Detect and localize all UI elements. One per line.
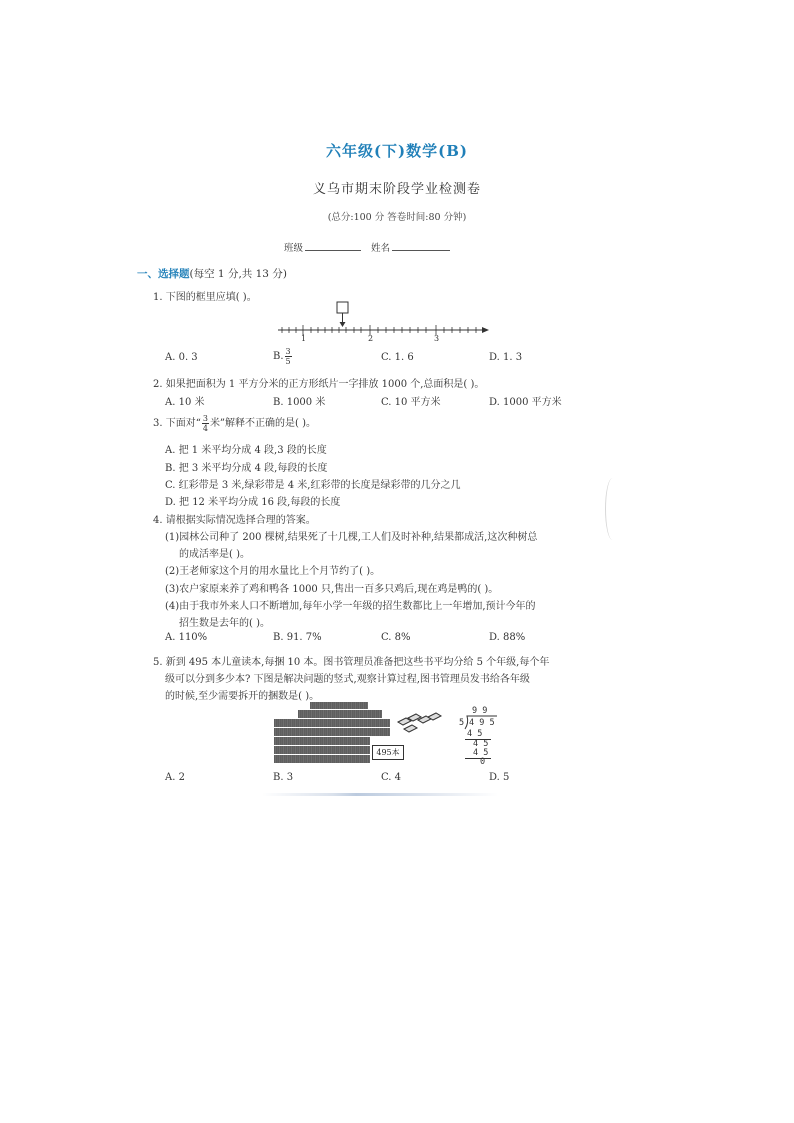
tick-label-2: 2 xyxy=(368,334,374,343)
name-blank xyxy=(392,241,450,251)
q4-option-d: D. 88% xyxy=(489,632,526,643)
book-row xyxy=(274,755,370,763)
q5-option-b: B. 3 xyxy=(273,772,294,783)
q5-line-3: 的时候,至少需要拆开的捆数是( )。 xyxy=(165,691,320,702)
q3-option-c: C. 红彩带是 3 米,绿彩带是 4 米,红彩带的长度是绿彩带的几分之几 xyxy=(165,480,461,491)
fraction-denominator: 5 xyxy=(285,357,291,366)
q1-option-b-fraction xyxy=(285,347,292,366)
q4-item-2: (2)王老师家这个月的用水量比上个月节约了( )。 xyxy=(165,566,381,577)
q3-option-b: B. 把 3 米平均分成 4 段,每段的长度 xyxy=(165,463,328,474)
fraction-denominator: 4 xyxy=(202,424,208,433)
division-quotient: 9 9 xyxy=(472,706,488,716)
q2-option-d: D. 1000 平方米 xyxy=(489,397,562,408)
fraction-numerator: 3 xyxy=(202,414,208,423)
name-label: 姓名 xyxy=(371,243,391,254)
q4-item-4-cont: 招生数是去年的( )。 xyxy=(179,618,270,629)
pointer-arrow xyxy=(340,322,346,327)
section-head: 一、选择题 xyxy=(137,268,190,280)
q1-option-b xyxy=(273,347,293,366)
class-field xyxy=(284,240,361,254)
q4-item-1: (1)园林公司种了 200 棵树,结果死了十几棵,工人们及时补种,结果都成活,这次种树总 xyxy=(165,532,538,543)
axis-arrow xyxy=(482,327,489,333)
q2-option-a: A. 10 米 xyxy=(165,397,205,408)
book-row xyxy=(274,719,390,727)
q3-stem-pre: 3. 下面对“ xyxy=(153,418,201,429)
division-step-1: 4 5 xyxy=(467,729,483,739)
class-blank xyxy=(305,241,361,251)
loose-books-icon xyxy=(396,712,446,734)
book-row xyxy=(310,702,368,709)
q5-line-2: 级可以分到多少本? 下图是解决问题的竖式,观察计算过程,图书管理员发书给各年级 xyxy=(165,674,530,685)
fraction-numerator: 3 xyxy=(285,347,291,356)
q2-stem: 2. 如果把面积为 1 平方分米的正方形纸片一字排放 1000 个,总面积是( )。 xyxy=(153,379,485,390)
division-step-2: 4 5 xyxy=(473,739,489,749)
q5-option-c: C. 4 xyxy=(381,772,402,783)
q1-stem: 1. 下图的框里应填( )。 xyxy=(153,292,257,303)
division-rule-2 xyxy=(465,758,491,759)
scan-edge-shadow xyxy=(262,793,498,796)
q4-option-b: B. 91. 7% xyxy=(273,632,322,643)
q3-option-d: D. 把 12 米平均分成 16 段,每段的长度 xyxy=(165,497,341,508)
q3-stem xyxy=(153,414,316,433)
q2-option-c: C. 10 平方米 xyxy=(381,397,441,408)
books-count-label: 495本 xyxy=(372,745,404,760)
q1-option-d: D. 1. 3 xyxy=(489,352,523,363)
q4-item-3: (3)农户家原来养了鸡和鸭各 1000 只,售出一百多只鸡后,现在鸡是鸭的( )。 xyxy=(165,584,499,595)
q4-item-4: (4)由于我市外来人口不断增加,每年小学一年级的招生数都比上一年增加,预计今年的 xyxy=(165,601,536,612)
book-row xyxy=(274,728,390,736)
class-label: 班级 xyxy=(284,243,304,254)
section-desc: (每空 1 分,共 13 分) xyxy=(189,268,287,280)
book-row xyxy=(274,746,370,754)
tick-label-1: 1 xyxy=(301,334,307,343)
q3-stem-post: 米”解释不正确的是( )。 xyxy=(209,418,317,429)
q2-option-b: B. 1000 米 xyxy=(273,397,326,408)
exam-note: (总分:100 分 答卷时间:80 分钟) xyxy=(327,212,467,223)
division-divisor: 5 xyxy=(459,718,465,728)
q1-option-a: A. 0. 3 xyxy=(165,352,198,363)
book-row xyxy=(274,737,370,745)
number-line xyxy=(278,300,492,344)
answer-box xyxy=(337,302,348,313)
tick-label-3: 3 xyxy=(434,334,440,343)
q1-option-c: C. 1. 6 xyxy=(381,352,414,363)
section-heading xyxy=(137,266,287,281)
q5-option-d: D. 5 xyxy=(489,772,510,783)
q3-option-a: A. 把 1 米平均分成 4 段,3 段的长度 xyxy=(165,445,327,456)
q4-item-1-cont: 的成活率是( )。 xyxy=(179,549,250,560)
binding-hole-mark xyxy=(605,478,620,540)
q4-option-c: C. 8% xyxy=(381,632,411,643)
page-title: 六年级(下)数学(B) xyxy=(325,142,469,160)
q4-option-a: A. 110% xyxy=(165,632,208,643)
q5-line-1: 5. 新到 495 本儿童读本,每捆 10 本。图书管理员准备把这些书平均分给 5 个年级,每个年 xyxy=(153,657,550,668)
q5-option-a: A. 2 xyxy=(165,772,185,783)
division-step-3: 4 5 xyxy=(473,748,489,758)
division-remainder: 0 xyxy=(480,757,486,767)
division-dividend: 4 9 5 xyxy=(469,718,495,728)
q4-stem: 4. 请根据实际情况选择合理的答案。 xyxy=(153,515,316,526)
q3-fraction xyxy=(202,414,209,433)
exam-subtitle: 义乌市期末阶段学业检测卷 xyxy=(312,182,481,197)
book-row xyxy=(298,710,382,718)
q1-option-b-prefix: B. xyxy=(273,351,284,362)
name-field xyxy=(371,240,450,254)
